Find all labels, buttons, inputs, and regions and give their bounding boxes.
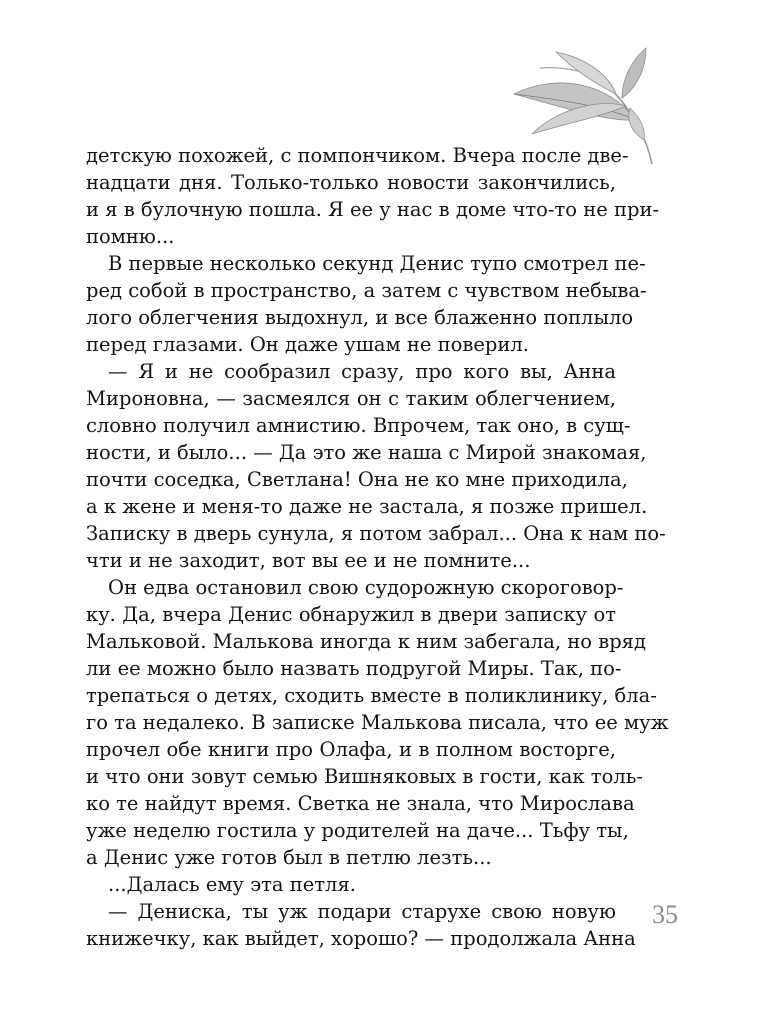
text-line: ли ее можно было назвать подругой Миры. Так, по- <box>86 657 622 680</box>
text-line: го та недалеко. В записке Малькова писала, что ее муж <box>86 711 669 734</box>
page-number: 35 <box>652 900 678 929</box>
text-line: надцати дня. Только-только новости закончились, <box>86 171 616 194</box>
text-line: В первые несколько секунд Денис тупо смотрел пе- <box>108 252 646 275</box>
text-line: Мальковой. Малькова иногда к ним забегала, но вряд <box>86 630 646 653</box>
text-line: ...Далась ему эта петля. <box>108 873 356 896</box>
text-line: и я в булочную пошла. Я ее у нас в доме что-то не при- <box>86 198 660 221</box>
text-line: детскую похожей, с помпончиком. Вчера после две- <box>86 144 629 167</box>
text-line: Записку в дверь сунула, я потом забрал... Она к нам по- <box>86 522 666 545</box>
text-line: и что они зовут семью Вишняковых в гости, как толь- <box>86 765 643 788</box>
text-line: Мироновна, — засмеялся он с таким облегчением, <box>86 387 616 410</box>
text-line: перед глазами. Он даже ушам не поверил. <box>86 333 529 356</box>
text-line: словно получил амнистию. Впрочем, так оно, в сущ- <box>86 414 631 437</box>
text-line: Он едва остановил свою судорожную скороговор- <box>108 576 624 599</box>
text-line: книжечку, как выйдет, хорошо? — продолжала Анна <box>86 927 636 950</box>
text-line: уже неделю гостила у родителей на даче... Тьфу ты, <box>86 819 629 842</box>
text-line: а к жене и меня-то даже не застала, я позже пришел. <box>86 495 648 518</box>
text-line: трепаться о детях, сходить вместе в поликлинику, бла- <box>86 684 657 707</box>
text-line: ко те найдут время. Светка не знала, что Мирослава <box>86 792 635 815</box>
text-line: ред собой в пространство, а затем с чувством небыва- <box>86 279 647 302</box>
text-line: ности, и было... — Да это же наша с Мирой знакомая, <box>86 441 647 464</box>
text-line: прочел обе книги про Олафа, и в полном восторге, <box>86 738 616 761</box>
text-line: лого облегчения выдохнул, и все блаженно поплыло <box>86 306 634 329</box>
text-line: — Я и не сообразил сразу, про кого вы, Анна <box>108 360 616 383</box>
text-line: ку. Да, вчера Денис обнаружил в двери записку от <box>86 603 616 626</box>
text-line: — Дениска, ты уж подари старухе свою новую <box>108 900 616 923</box>
text-line: почти соседка, Светлана! Она не ко мне приходила, <box>86 468 628 491</box>
text-line: помню... <box>86 225 175 248</box>
text-line: а Денис уже готов был в петлю лезть... <box>86 846 492 869</box>
text-line: чти и не заходит, вот вы ее и не помните... <box>86 549 531 572</box>
